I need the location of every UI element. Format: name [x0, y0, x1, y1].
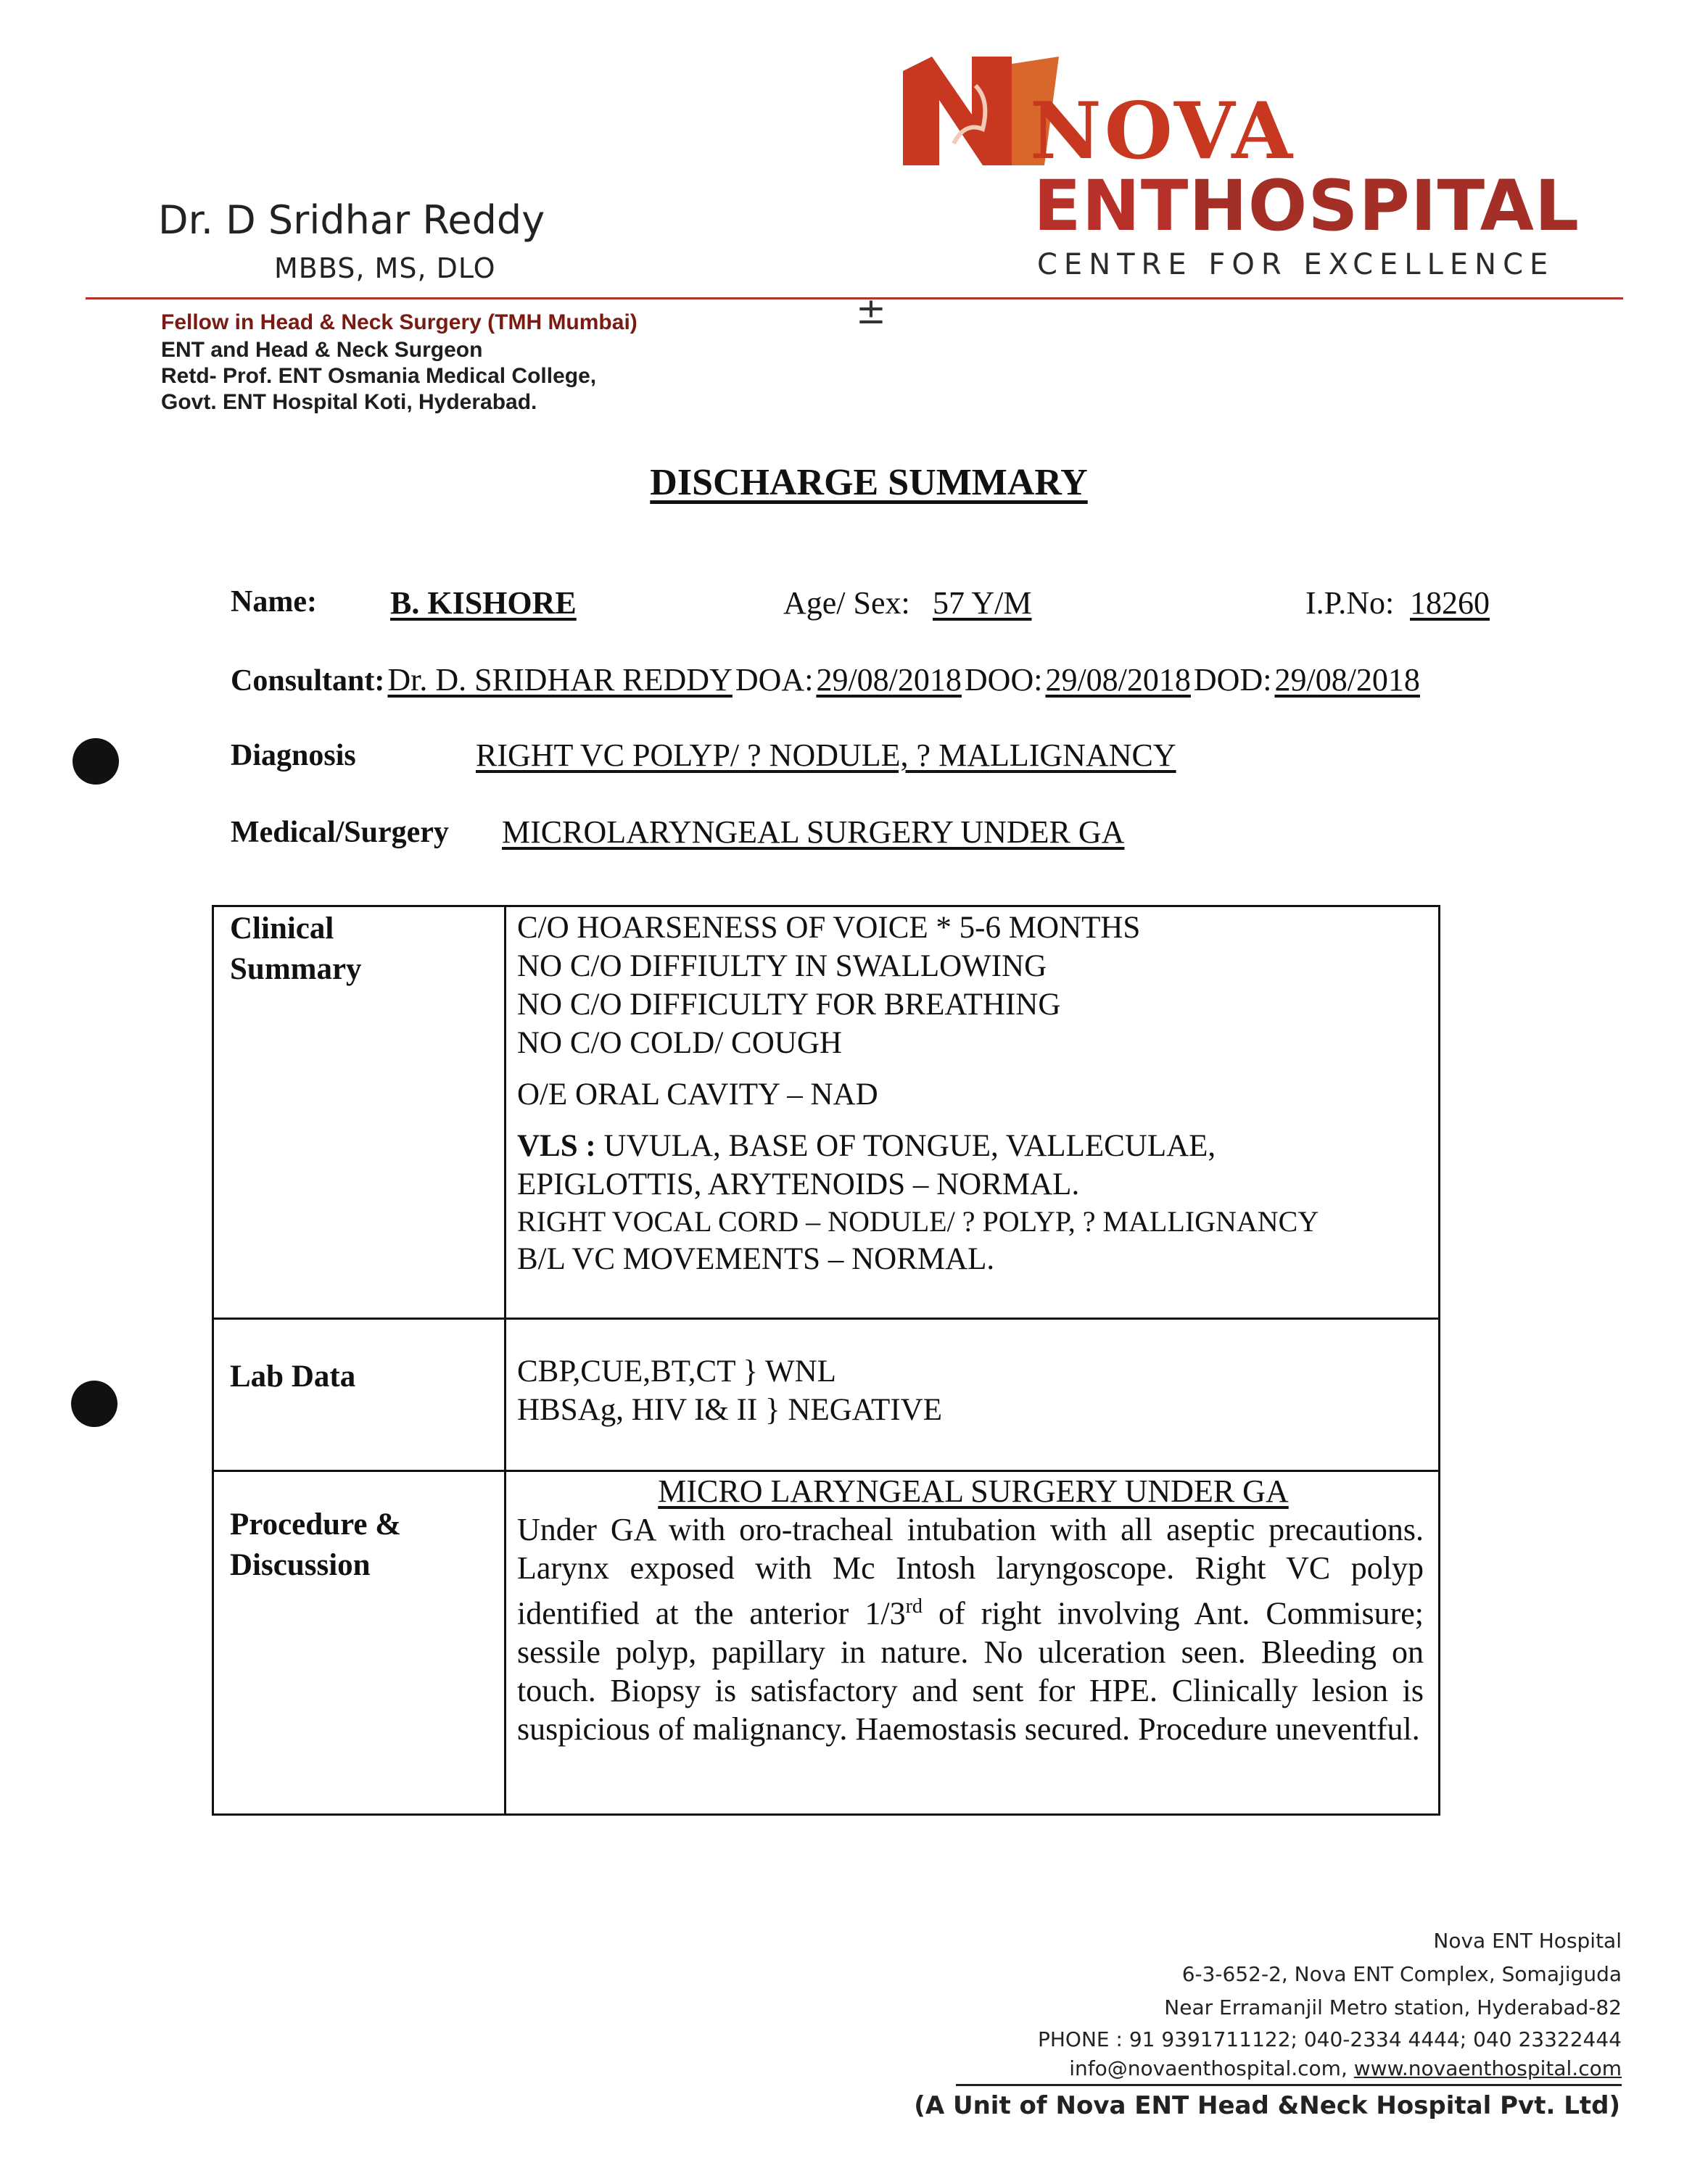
footer-unit-line: (A Unit of Nova ENT Head &Neck Hospital Pvt. Ltd) — [914, 2091, 1620, 2120]
vls-line — [517, 1127, 1319, 1165]
lab-line: HBSAg, HIV I& II } NEGATIVE — [517, 1393, 942, 1427]
treatment-label: Medical/Surgery — [231, 816, 449, 849]
consultant-label: Consultant: — [231, 664, 385, 698]
clinical-line: O/E ORAL CAVITY – NAD — [517, 1077, 878, 1112]
summary-table — [212, 905, 1440, 1816]
vls-text: UVULA, BASE OF TONGUE, VALLECULAE, — [603, 1129, 1216, 1163]
clinical-summary-label — [230, 909, 362, 990]
footer-address-line: 6-3-652-2, Nova ENT Complex, Somajiguda — [1181, 1962, 1622, 1986]
procedure-label — [230, 1505, 401, 1586]
consultant-name: Dr. D. SRIDHAR REDDY — [387, 662, 733, 698]
doo-value: 29/08/2018 — [1045, 662, 1191, 698]
vls-label: VLS : — [517, 1129, 596, 1163]
procedure-text: Under GA with oro-tracheal intubation with all aseptic precautions. Larynx exposed with Mc Intosh laryngoscope. Right VC polyp identified at the anterior 1/3 — [517, 1512, 1424, 1631]
doa-value: 29/08/2018 — [816, 662, 962, 698]
lab-data-text — [517, 1352, 942, 1429]
diagnosis-label: Diagnosis — [231, 739, 356, 772]
treatment-value: MICROLARYNGEAL SURGERY UNDER GA — [502, 814, 1125, 850]
logo-ent-text: ENT — [1033, 165, 1189, 247]
procedure-label-line: Discussion — [230, 1548, 371, 1582]
name-label: Name: — [231, 585, 317, 619]
plus-minus-mark: ± — [856, 290, 886, 332]
logo-tagline: CENTRE FOR EXCELLENCE — [1037, 248, 1555, 281]
lab-line: CBP,CUE,BT,CT } WNL — [517, 1354, 836, 1389]
table-column-divider — [504, 907, 506, 1813]
table-row-divider — [214, 1470, 1438, 1472]
patient-name: B. KISHORE — [390, 585, 577, 621]
vls-line: RIGHT VOCAL CORD – NODULE/ ? POLYP, ? MALLIGNANCY — [517, 1205, 1319, 1238]
lab-data-label: Lab Data — [230, 1360, 356, 1394]
clinical-line: C/O HOARSENESS OF VOICE * 5-6 MONTHS — [517, 911, 1141, 945]
patient-name-row — [231, 584, 317, 619]
dod-value: 29/08/2018 — [1274, 662, 1420, 698]
footer-divider — [956, 2084, 1622, 2086]
doo-label: DOO: — [964, 662, 1043, 698]
vls-line: EPIGLOTTIS, ARYTENOIDS – NORMAL. — [517, 1167, 1080, 1201]
vls-line: B/L VC MOVEMENTS – NORMAL. — [517, 1242, 995, 1276]
procedure-title: MICRO LARYNGEAL SURGERY UNDER GA — [658, 1473, 1289, 1509]
fellowship-line: Fellow in Head & Neck Surgery (TMH Mumbai) — [161, 310, 638, 334]
procedure-label-line: Procedure & — [230, 1507, 402, 1542]
punch-hole — [73, 738, 119, 785]
table-row-divider — [214, 1318, 1438, 1320]
footer-hospital-name: Nova ENT Hospital — [1433, 1929, 1622, 1953]
footer-contact — [1069, 2056, 1622, 2080]
clinical-label-line: Clinical — [230, 911, 334, 946]
dod-label: DOD: — [1193, 662, 1272, 698]
procedure-text: of right involving Ant. Commisure; sessile polyp, papillary in nature. No ulceration seen. Bleeding on touch. Biopsy is satisfactory and sent for HPE. Clinically lesion is suspicious of malignancy. Haemostasis secured. Procedure uneventful. — [517, 1595, 1424, 1747]
diagnosis-value: RIGHT VC POLYP/ ? NODULE, ? MALLIGNANCY — [476, 737, 1176, 773]
footer-phone: PHONE : 91 9391711122; 040-2334 4444; 040 23322444 — [1037, 2027, 1622, 2051]
doa-label: DOA: — [735, 662, 814, 698]
ip-number-value: 18260 — [1410, 585, 1490, 621]
footer-address-line: Near Erramanjil Metro station, Hyderabad-82 — [1164, 1995, 1622, 2019]
credential-line: Retd- Prof. ENT Osmania Medical College, — [161, 364, 597, 388]
age-sex-label: Age/ Sex: — [783, 585, 910, 621]
document-title: DISCHARGE SUMMARY — [650, 462, 1088, 503]
procedure-description — [517, 1510, 1424, 1748]
doctor-degrees: MBBS, MS, DLO — [274, 252, 496, 284]
footer-website-link[interactable]: www.novaenthospital.com — [1353, 2056, 1622, 2080]
clinical-line: NO C/O DIFFICULTY FOR BREATHING — [517, 988, 1061, 1022]
logo-nova-text: NOVA — [1030, 86, 1296, 177]
punch-hole — [71, 1381, 117, 1427]
credential-line: Govt. ENT Hospital Koti, Hyderabad. — [161, 390, 537, 414]
footer-email[interactable]: info@novaenthospital.com, — [1069, 2056, 1348, 2080]
clinical-summary-text — [517, 909, 1319, 1278]
logo-hospital-text: HOSPITAL — [1189, 165, 1580, 247]
clinical-label-line: Summary — [230, 952, 362, 986]
letterhead-divider — [86, 297, 1623, 299]
credential-line: ENT and Head & Neck Surgeon — [161, 338, 483, 362]
doctor-name: Dr. D Sridhar Reddy — [158, 197, 545, 243]
procedure-superscript: rd — [905, 1595, 923, 1618]
admission-row — [231, 661, 1420, 698]
ip-number-label: I.P.No: — [1305, 585, 1395, 621]
age-sex-value: 57 Y/M — [933, 585, 1032, 621]
clinical-line: NO C/O COLD/ COUGH — [517, 1026, 842, 1060]
clinical-line: NO C/O DIFFIULTY IN SWALLOWING — [517, 949, 1047, 983]
logo-ent-hospital — [1033, 165, 1580, 247]
